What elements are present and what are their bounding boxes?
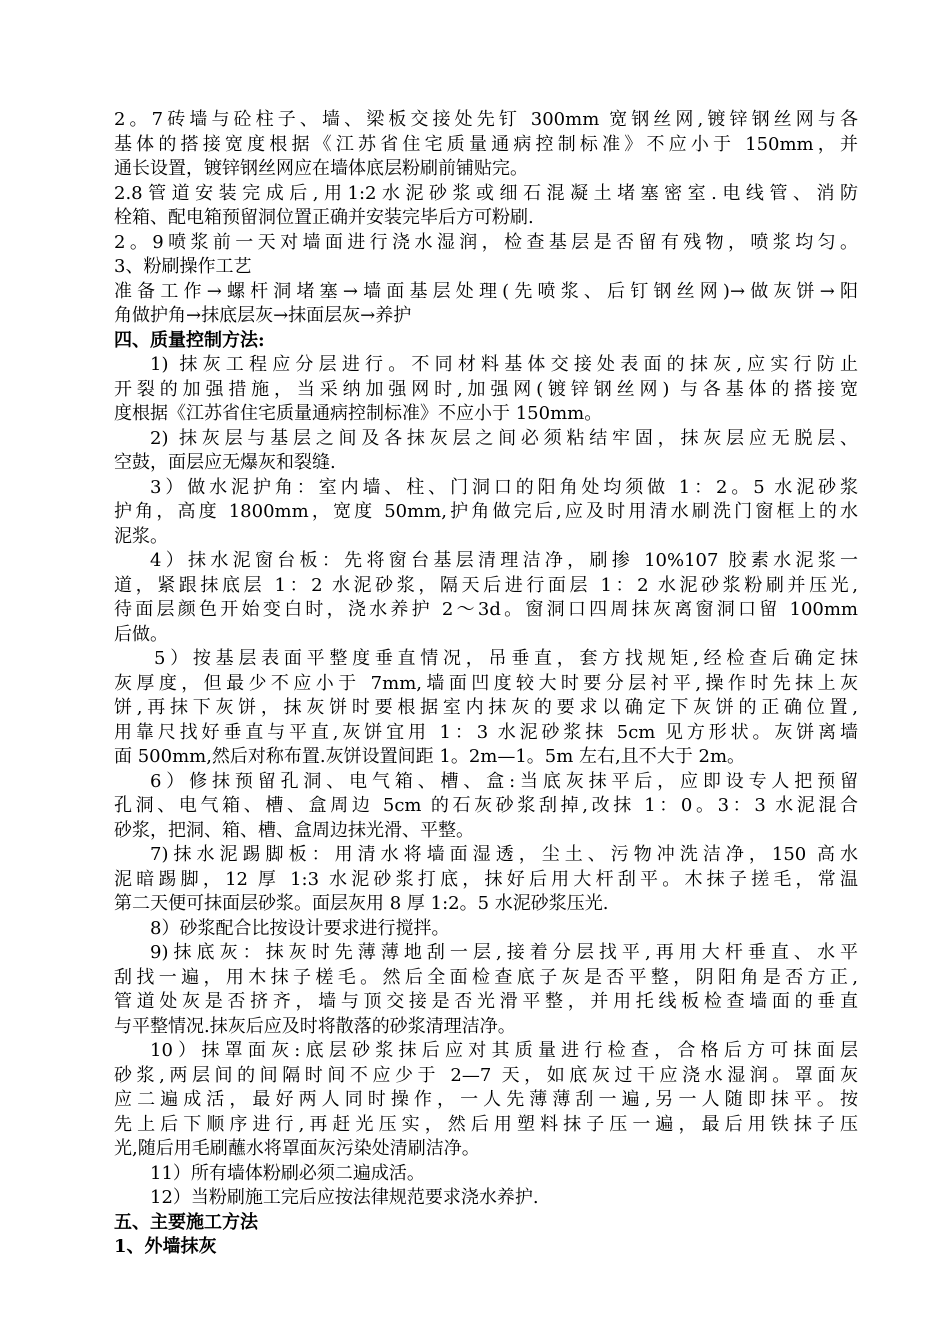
paragraph-first-line: 12）当粉刷施工完后应按法律规范要求浇水养护. [150,1187,539,1208]
text-line: 砂浆，把洞、箱、槽、盒周边抹光滑、平整。 [114,819,474,841]
text-line: 道，紧跟抹底层 1：2 水泥砂浆，隔天后进行面层 1：2 水泥砂浆粉刷并压光, [114,574,858,596]
paragraph-first-line: 4）抹水泥窗台板：先将窗台基层清理洁净，刷掺 10%107 胶素水泥浆一 [150,550,858,571]
text-line: 灰厚度，但最少不应小于 7mm,墙面凹度较大时要分层衬平,操作时先抹上灰 [114,672,858,694]
text-line: 用靠尺找好垂直与平直,灰饼宜用 1：3 水泥砂浆抹 5cm 见方形状。灰饼离墙 [114,721,858,743]
section-heading: 四、质量控制方法: [114,329,265,351]
paragraph-first-line: 10）抹罩面灰:底层砂浆抹后应对其质量进行检查，合格后方可抹面层 [150,1040,858,1061]
section-heading: 五、主要施工方法 [114,1211,258,1233]
text-line: 2。7砖墙与砼柱子、墙、梁板交接处先钉 300mm 宽钢丝网,镀锌钢丝网与各 [114,109,858,130]
text-line: 通长设置，镀锌钢丝网应在墙体底层粉刷前铺贴完。 [114,158,528,179]
text-line: 度根据《江苏省住宅质量通病控制标准》不应小于 150mm。 [114,403,603,424]
text-line: 空鼓，面层应无爆灰和裂缝. [114,452,336,473]
paragraph-first-line: 11）所有墙体粉刷必须二遍成活。 [150,1162,425,1184]
text-line: 角做护角→抹底层灰→抹面层灰→养护 [114,305,412,326]
text-line: 先上后下顺序进行,再赶光压实，然后用塑料抹子压一遍，最后用铁抹子压 [114,1113,858,1135]
text-line: 面 500mm,然后对称布置.灰饼设置间距 1。2m—1。5m 左右,且不大于 2m。 [114,746,746,767]
text-line: 护角，高度 1800mm，宽度 50mm,护角做完后,应及时用清水刷洗门窗框上的水 [114,501,858,522]
text-line: 应二遍成活，最好两人同时操作，一人先薄薄刮一遍,另一人随即抹平。按 [114,1089,858,1110]
text-line: 砂浆,两层间的间隔时间不应少于 2—7 天，如底灰过干应浇水湿润。罩面灰 [114,1064,858,1086]
paragraph-first-line: 6）修抹预留孔洞、电气箱、槽、盒:当底灰抹平后，应即设专人把预留 [150,770,858,792]
text-line: 光,随后用毛刷蘸水将罩面灰污染处清刷洁净。 [114,1138,480,1159]
text-line: 管道处灰是否挤齐，墙与顶交接是否光滑平整，并用托线板检查墙面的垂直 [114,991,858,1012]
text-line: 准备工作→螺杆洞堵塞→墙面基层处理(先喷浆、后钉钢丝网)→做灰饼→阳 [114,280,858,302]
text-line: 开裂的加强措施，当采纳加强网时,加强网(镀锌钢丝网) 与各基体的搭接宽 [114,378,858,400]
text-line: 泥暗踢脚，12 厚 1:3 水泥砂浆打底，抹好后用大杆刮平。木抹子搓毛，常温 [114,868,858,890]
text-line: 栓箱、配电箱预留洞位置正确并安装完毕后方可粉刷. [114,207,534,228]
text-line: 第二天便可抹面层砂浆。面层灰用 8 厚 1:2。5 水泥砂浆压光. [114,893,609,914]
subsection-heading: 1、外墙抹灰 [114,1236,217,1257]
document-page [114,108,858,1260]
text-line: 后做。 [114,623,168,645]
text-line: 基体的搭接宽度根据《江苏省住宅质量通病控制标准》不应小于 150mm，并 [114,133,858,155]
text-line: 饼,再抹下灰饼，抹灰饼时要根据室内抹灰的要求以确定下灰饼的正确位置, [114,697,858,718]
paragraph-first-line: 3）做水泥护角：室内墙、柱、门洞口的阳角处均须做 1：2。5 水泥砂浆 [150,476,858,498]
paragraph-first-line: 8）砂浆配合比按设计要求进行搅拌。 [150,917,450,939]
text-line: 2。9喷浆前一天对墙面进行浇水湿润，检查基层是否留有残物，喷浆均匀。 [114,231,858,253]
text-line: 与平整情况.抹灰后应及时将散落的砂浆清理洁净。 [114,1015,516,1037]
text-line: 孔洞、电气箱、槽、盒周边 5cm 的石灰砂浆刮掉,改抹 1：0。3：3 水泥混合 [114,795,858,816]
paragraph-first-line: 2) 抹灰层与基层之间及各抹灰层之间必须粘结牢固，抹灰层应无脱层、 [150,427,858,449]
paragraph-first-line: 9)抹底灰：抹灰时先薄薄地刮一层,接着分层找平,再用大杆垂直、水平 [150,942,858,963]
paragraph-first-line: 5）按基层表面平整度垂直情况，吊垂直，套方找规矩,经检查后确定抹 [154,648,858,669]
text-line: 泥浆。 [114,525,168,547]
text-line: 待面层颜色开始变白时，浇水养护 2～3d。窗洞口四周抹灰离窗洞口留 100mm [114,599,858,620]
paragraph-first-line: 1) 抹灰工程应分层进行。不同材料基体交接处表面的抹灰,应实行防止 [150,354,858,375]
paragraph-first-line: 7)抹水泥踢脚板：用清水将墙面湿透，尘土、污物冲洗洁净，150 高水 [150,844,858,865]
text-line: 2.8管道安装完成后,用1:2水泥砂浆或细石混凝土堵塞密室.电线管、消防 [114,182,858,204]
text-line: 刮找一遍，用木抹子槎毛。然后全面检查底子灰是否平整，阴阳角是否方正, [114,966,858,988]
section-heading: 3、粉刷操作工艺 [114,256,252,277]
